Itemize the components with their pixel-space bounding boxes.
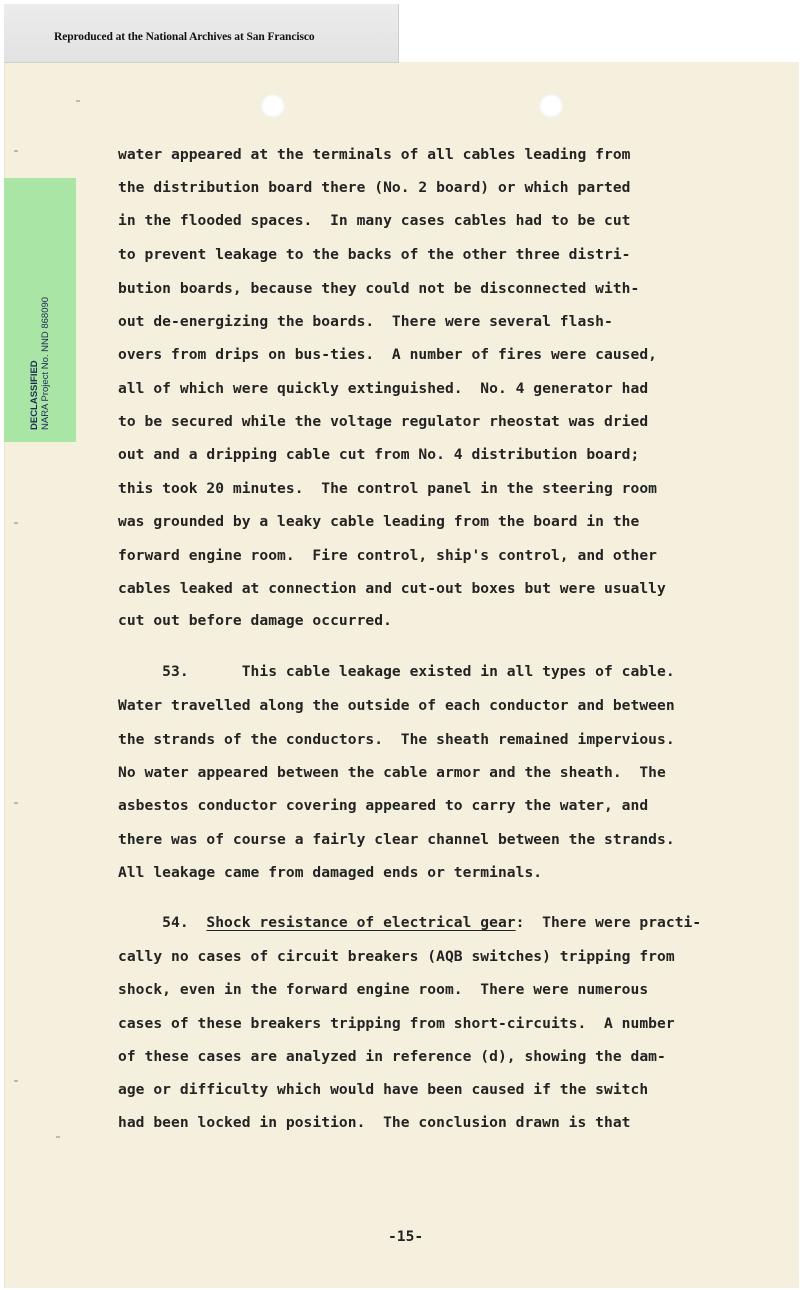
margin-speck: [76, 100, 80, 102]
text-line: bution boards, because they could not be disconnected with-: [118, 280, 640, 297]
text-line: this took 20 minutes. The control panel in the steering room: [118, 480, 658, 497]
text-line: No water appeared between the cable armor and the sheath. The: [118, 764, 666, 781]
text-line: the distribution board there (No. 2 board) or which parted: [118, 179, 631, 196]
text-line: all of which were quickly extinguished. No. 4 generator had: [118, 380, 649, 397]
text-line: asbestos conductor covering appeared to carry the water, and: [118, 797, 649, 814]
text-line: to be secured while the voltage regulator rheostat was dried: [118, 413, 649, 430]
text-line: cases of these breakers tripping from short-circuits. A number: [118, 1015, 675, 1032]
margin-speck: [56, 1136, 60, 1138]
text-line: to prevent leakage to the backs of the other three distri-: [118, 246, 631, 263]
text-line: the strands of the conductors. The sheath remained impervious.: [118, 731, 675, 748]
margin-speck: [14, 802, 18, 804]
margin-speck: [14, 150, 18, 152]
text-line: 53. This cable leakage existed in all types of cable.: [118, 663, 675, 680]
stamp-text: [29, 190, 51, 430]
text-line: cally no cases of circuit breakers (AQB switches) tripping from: [118, 948, 675, 965]
text-line: overs from drips on bus-ties. A number of fires were caused,: [118, 346, 658, 363]
text-line: out de-energizing the boards. There were several flash-: [118, 313, 613, 330]
text-line: was grounded by a leaky cable leading from the board in the: [118, 513, 640, 530]
text-line: water appeared at the terminals of all cables leading from: [118, 146, 631, 163]
text-line: All leakage came from damaged ends or terminals.: [118, 864, 543, 881]
paragraph-number: 54.: [118, 914, 207, 931]
punch-hole-left: [261, 94, 285, 118]
text-line: cables leaked at connection and cut-out boxes but were usually: [118, 580, 666, 597]
text-line: had been locked in position. The conclusion drawn is that: [118, 1114, 631, 1131]
text-line: of these cases are analyzed in reference (d), showing the dam-: [118, 1048, 666, 1065]
stamp-line-2: NARA Project No. NND 868090: [40, 296, 51, 430]
declassified-stamp: [4, 178, 76, 442]
text-line: there was of course a fairly clear channel between the strands.: [118, 831, 675, 848]
section-heading: Shock resistance of electrical gear: [206, 914, 516, 931]
text-line: Water travelled along the outside of each conductor and between: [118, 697, 675, 714]
punch-hole-right: [539, 94, 563, 118]
archive-label: Reproduced at the National Archives at San Francisco: [54, 31, 315, 43]
margin-speck: [14, 522, 18, 524]
archive-header-strip: [4, 4, 399, 63]
text-line: age or difficulty which would have been caused if the switch: [118, 1081, 649, 1098]
heading-continuation: : There were practi-: [515, 914, 702, 931]
stamp-line-1: DECLASSIFIED: [29, 360, 40, 430]
text-line: in the flooded spaces. In many cases cables had to be cut: [118, 212, 631, 229]
text-line: out and a dripping cable cut from No. 4 distribution board;: [118, 446, 640, 463]
text-line: [118, 914, 701, 932]
text-line: forward engine room. Fire control, ship's control, and other: [118, 547, 658, 564]
margin-speck: [14, 1080, 18, 1082]
page-number: -15-: [388, 1228, 424, 1245]
text-line: cut out before damage occurred.: [118, 612, 392, 629]
text-line: shock, even in the forward engine room. There were numerous: [118, 981, 649, 998]
